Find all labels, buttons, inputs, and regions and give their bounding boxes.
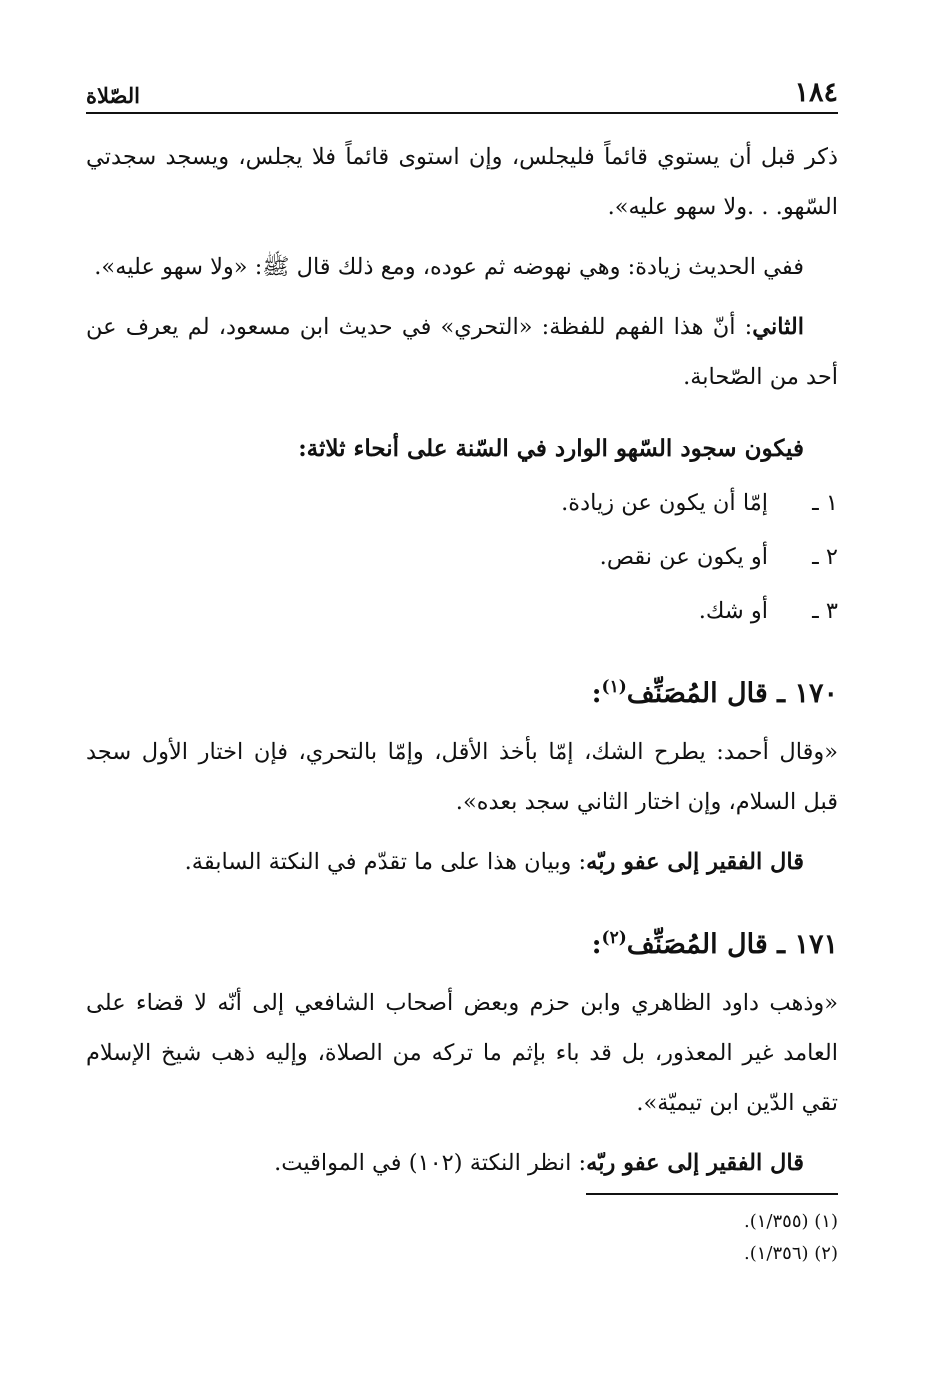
paragraph-3-text: : أنّ هذا الفهم للفظة: «التحري» في حديث ابن مسعود، لم يعرف عن أحد من الصّحابة. [86, 314, 838, 390]
footnote-2: (٢) (١/٣٥٦). [744, 1243, 838, 1264]
paragraph-3 [86, 302, 838, 402]
list-item [86, 586, 838, 636]
section-171-heading [86, 913, 838, 970]
list-item [86, 478, 838, 528]
types-list [86, 478, 838, 636]
section-170-reply-text: : وبيان هذا على ما تقدّم في النكتة السابقة. [184, 849, 587, 875]
page-body [86, 132, 838, 1198]
page-number: ١٨٤ [794, 77, 838, 108]
section-171-title: ١٧١ ـ قال المُصَنِّف [626, 929, 838, 960]
section-170-heading [86, 662, 838, 719]
list-item-text: أو شك. [698, 598, 768, 624]
paragraph-3-lead: الثاني [752, 314, 804, 340]
section-170-quote: «وقال أحمد: يطرح الشك، إمّا بأخذ الأقل، وإمّا بالتحري، فإن اختار الأول سجد قبل السلام، وإن اختار الثاني سجد بعده». [86, 739, 838, 815]
section-170-title: ١٧٠ ـ قال المُصَنِّف [626, 678, 838, 709]
list-item [86, 532, 838, 582]
list-item-number: ١ ـ [812, 490, 838, 516]
paragraph-1: ذكر قبل أن يستوي قائماً فليجلس، وإن استوى قائماً فلا يجلس، ويسجد سجدتي السّهو. . .ولا سهو عليه». [86, 144, 838, 220]
section-171-reply-lead: قال الفقير إلى عفو ربّه [586, 1150, 804, 1176]
running-title: الصّلاة [86, 83, 140, 108]
section-170-reply [86, 837, 838, 887]
footnote-1: (١) (١/٣٥٥). [744, 1211, 838, 1232]
footnote-ref-2[interactable]: (٢) [601, 928, 627, 948]
section-170-colon: : [591, 678, 602, 709]
page-header [86, 66, 838, 114]
list-item-number: ٣ ـ [812, 598, 838, 624]
section-171-quote: «وذهب داود الظاهري وابن حزم وبعض أصحاب الشافعي إلى أنّه لا قضاء على العامد غير المعذور، بل قد باء بإثم ما تركه من الصلاة، وإليه ذهب شيخ الإسلام تقي الدّين ابن تيميّة». [86, 990, 838, 1116]
footnote-ref-1[interactable]: (١) [601, 677, 627, 697]
footnote-divider [586, 1193, 838, 1195]
footnotes [338, 1206, 838, 1270]
section-171-colon: : [591, 929, 602, 960]
list-item-text: إمّا أن يكون عن زيادة. [561, 490, 768, 516]
section-171-reply [86, 1138, 838, 1188]
section-171-reply-text: : انظر النكتة (١٠٢) في المواقيت. [274, 1150, 587, 1176]
list-heading: فيكون سجود السّهو الوارد في السّنة على أنحاء ثلاثة: [298, 435, 804, 462]
section-170-reply-lead: قال الفقير إلى عفو ربّه [586, 849, 804, 875]
paragraph-2: ففي الحديث زيادة: وهي نهوضه ثم عوده، ومع ذلك قال ﷺ: «ولا سهو عليه». [94, 254, 804, 280]
list-item-text: أو يكون عن نقص. [599, 544, 768, 570]
list-item-number: ٢ ـ [812, 544, 838, 570]
